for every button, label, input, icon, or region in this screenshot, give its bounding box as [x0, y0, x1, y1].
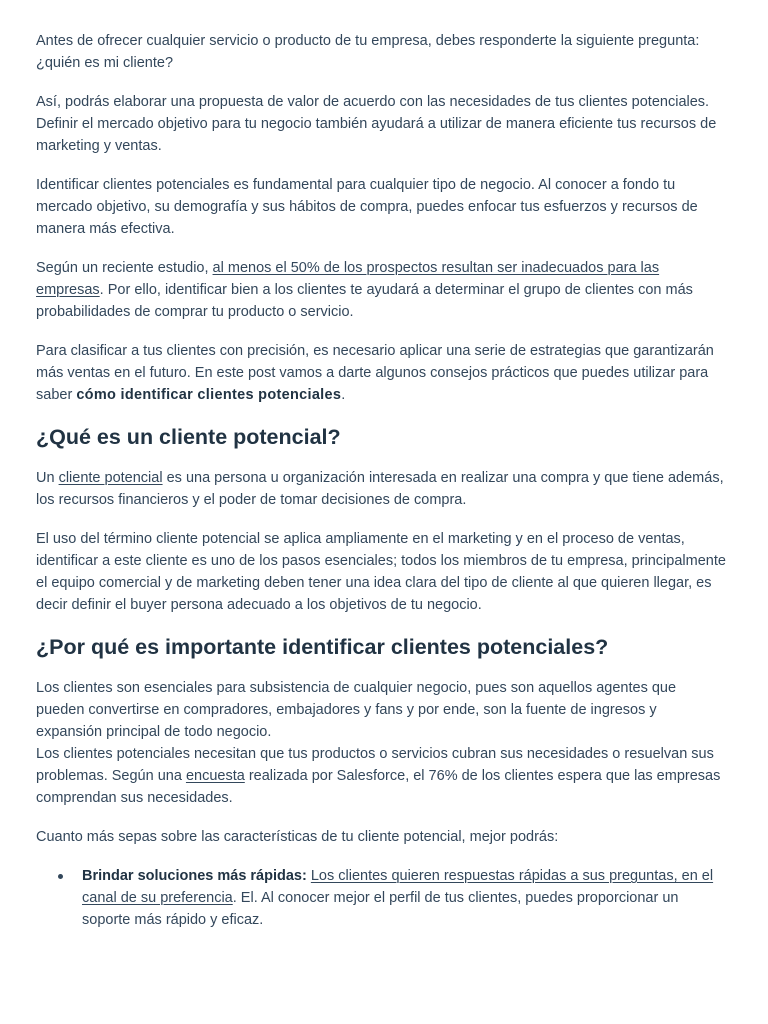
study-link[interactable]: al menos el 50% de los prospectos resultan ser inadecuados para las empresas	[36, 260, 660, 298]
paragraph-definition	[36, 467, 726, 511]
heading-why-important: ¿Por qué es importante identificar clientes potenciales?	[36, 635, 609, 659]
paragraph-value-proposition: Así, podrás elaborar una propuesta de valor de acuerdo con las necesidades de tus clientes potenciales. Definir el mercado objetivo para tu negocio también ayudará a utilizar de manera eficiente tus recursos de marketing y ventas.	[36, 94, 717, 154]
text-segment: Para clasificar a tus clientes con precisión, es necesario aplicar una serie de estrategias que garantizarán más ventas en el futuro. En este post vamos a darte algunos consejos prácticos que puedes utilizar para saber	[36, 343, 714, 403]
text-segment: es una persona u organización interesada en realizar una compra y que tiene además, los recursos financieros y el poder de tomar decisiones de compra.	[36, 470, 724, 508]
quick-answers-link[interactable]: Los clientes quieren respuestas rápidas a sus preguntas, en el canal de su preferencia	[82, 868, 714, 906]
text-segment: Un	[36, 470, 59, 486]
article-body	[36, 30, 726, 931]
bold-keyword: Brindar soluciones más rápidas:	[82, 868, 307, 884]
list-item	[82, 865, 726, 931]
paragraph-term-usage: El uso del término cliente potencial se aplica ampliamente en el marketing y en el proceso de ventas, identificar a este cliente es uno de los pasos esenciales; todos los miembros de tu empresa, principalmente el equipo comercial y de marketing deben tener una idea clara del tipo de cliente al que quieren llegar, es decir definir el buyer persona adecuado a los objetivos de tu negocio.	[36, 531, 726, 613]
text-segment: realizada por Salesforce, el 76% de los clientes espera que las empresas comprendan sus necesidades.	[36, 768, 721, 806]
paragraph-identify-importance: Identificar clientes potenciales es fundamental para cualquier tipo de negocio. Al conocer a fondo tu mercado objetivo, su demografía y sus hábitos de compra, puedes enfocar tus esfuerzos y recursos de manera más efectiva.	[36, 177, 698, 237]
cliente-potencial-link[interactable]: cliente potencial	[58, 470, 163, 486]
paragraph-survey	[36, 743, 726, 809]
text-segment: Los clientes potenciales necesitan que tus productos o servicios cubran sus necesidades o resuelvan sus problemas. Según una	[36, 746, 714, 784]
bullet-dot-icon	[58, 874, 63, 879]
paragraph-intro: Antes de ofrecer cualquier servicio o producto de tu empresa, debes responderte la siguiente pregunta: ¿quién es mi cliente?	[36, 33, 700, 71]
paragraph-study	[36, 257, 726, 323]
text-segment: . Por ello, identificar bien a los clientes te ayudará a determinar el grupo de clientes con más probabilidades de comprar tu producto o servicio.	[36, 282, 693, 320]
text-segment: Según un reciente estudio,	[36, 260, 213, 276]
bold-keyword: cómo identificar clientes potenciales	[76, 387, 342, 403]
text-segment: . El. Al conocer mejor el perfil de tus clientes, puedes proporcionar un soporte más rápido y eficaz.	[82, 890, 679, 928]
paragraph-clients-essential: Los clientes son esenciales para subsistencia de cualquier negocio, pues son aquellos agentes que pueden convertirse en compradores, embajadores y fans y por ende, son la fuente de ingresos y expansión principal de todo negocio.	[36, 680, 677, 740]
paragraph-classify	[36, 340, 726, 406]
text-segment: .	[341, 387, 346, 403]
heading-what-is-potential-client: ¿Qué es un cliente potencial?	[36, 425, 341, 449]
paragraph-list-intro: Cuanto más sepas sobre las características de tu cliente potencial, mejor podrás:	[36, 829, 559, 845]
benefits-list	[36, 865, 726, 931]
encuesta-link[interactable]: encuesta	[185, 768, 245, 784]
